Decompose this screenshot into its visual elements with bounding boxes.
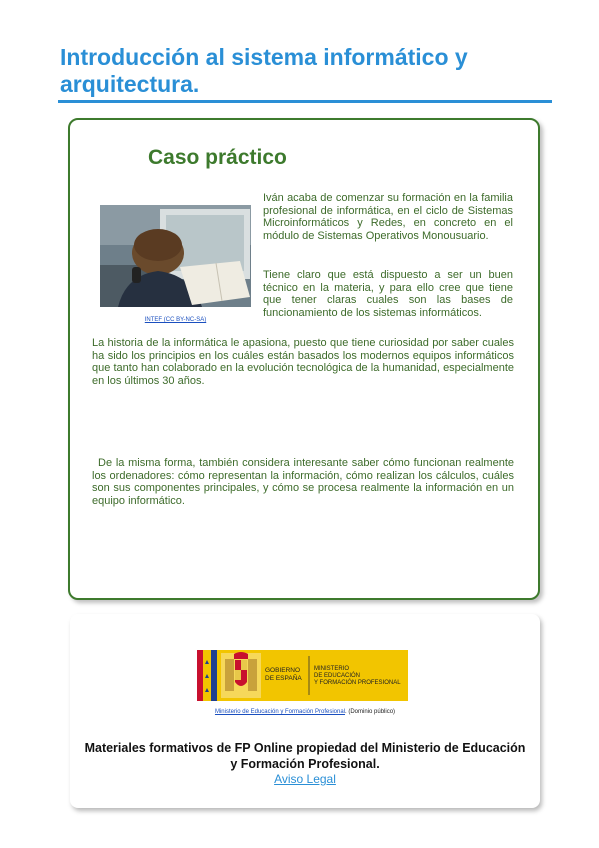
svg-text:DE EDUCACIÓN: DE EDUCACIÓN <box>314 673 361 679</box>
svg-text:Y FORMACIÓN PROFESIONAL: Y FORMACIÓN PROFESIONAL <box>314 680 401 686</box>
title-underline <box>58 100 552 103</box>
page-title: Introducción al sistema informático y arquitectura. <box>60 44 468 97</box>
logo-credit <box>150 709 460 715</box>
materials-text: Materiales formativos de FP Online propiedad del Ministerio de Educación y Formación Profesional. <box>84 741 526 771</box>
logo-credit-suffix: . (Dominio público) <box>345 709 396 715</box>
logo-government-text: GOBIERNO <box>265 667 301 674</box>
case-paragraph-4: De la misma forma, también considera interesante saber cómo funcionan realmente los ordenadores: cómo representan la información, cómo realizan los cálculos, cuáles son sus componentes principales, y cómo se procesa realmente la información en un equipo informático. <box>92 457 514 507</box>
svg-text:DE ESPAÑA: DE ESPAÑA <box>265 675 302 682</box>
ministry-credit-link[interactable]: Ministerio de Educación y Formación Profesional <box>214 709 346 715</box>
case-paragraph-1: Iván acaba de comenzar su formación en la familia profesional de informática, en el ciclo de Sistemas Microinformáticos y Redes, en concreto en el módulo de Sistemas Operativos Monousuario. <box>263 192 513 242</box>
case-paragraph-3: La historia de la informática le apasiona, puesto que tiene curiosidad por saber cuales ha sido los principios en los cuáles están basados los modernos equipos informáticos que tanto han colaborado en la evolución tecnológica de la humanidad, especialmente en los últimos 30 años. <box>92 337 514 387</box>
case-title: Caso práctico <box>148 146 287 169</box>
student-photo <box>100 205 251 307</box>
ministry-logo <box>197 650 408 701</box>
legal-notice-link[interactable]: Aviso Legal <box>274 772 336 786</box>
case-paragraph-2: Tiene claro que está dispuesto a ser un buen técnico en la materia, y para ello cree que tiene que tener claras cuales son las bases de funcionamiento de los sistemas informáticos. <box>263 269 513 319</box>
photo-credit-link[interactable]: INTEF (CC BY-NC-SA) <box>144 317 207 323</box>
logo-ministry-text: MINISTERIO <box>314 666 350 672</box>
